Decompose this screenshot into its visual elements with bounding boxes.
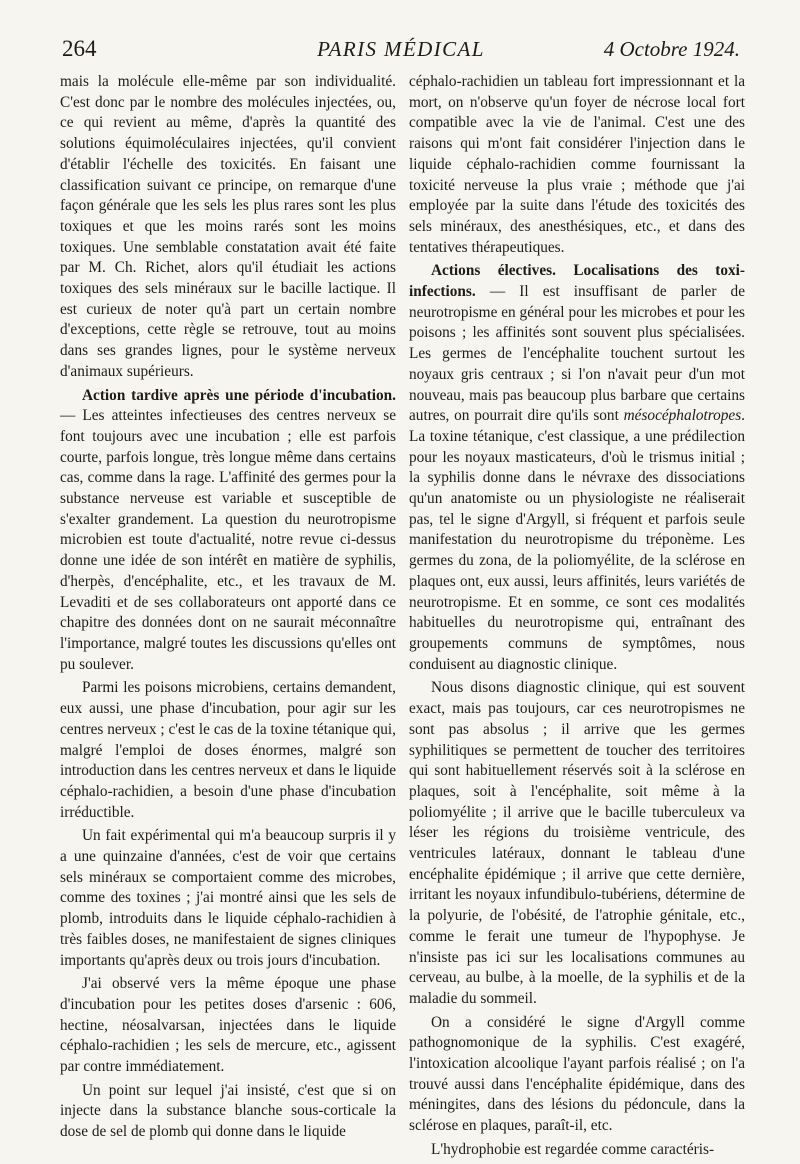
paragraph: L'hydrophobie est regardée comme caractéris- [431,1140,715,1158]
paragraph: J'ai observé vers la même époque une phase d'incubation pour les petites doses d'arsenic : 606, hectine, néosalvarsan, injectées dans le liquide céphalo-rachidien ; les sels de mercure, etc., agissent par contre immédiatement. [60,975,396,1076]
paragraph: Un fait expérimental qui m'a beaucoup surpris il y a une quinzaine d'années, c'est de voir que certains sels minéraux se comportaient comme des microbes, comme des toxines ; j'ai montré ainsi que les sels de plomb, introduits dans le liquide céphalo-rachidien à très faibles doses, ne manifestaient de signes cliniques importants qu'après deux ou trois jours d'incubation. [60,827,396,969]
section-heading: Action tardive après une période d'incubation. [82,386,396,404]
left-column [60,72,396,1146]
paragraph: Parmi les poisons microbiens, certains demandent, eux aussi, une phase d'incubation, pour agir sur les centres nerveux ; c'est le cas de la toxine tétanique qui, malgré l'emploi de doses énormes, malgré son introduction dans les centres nerveux et dans le liquide céphalo-rachidien, a besoin d'une phase d'incubation irréductible. [60,679,396,821]
issue-date: 4 Octobre 1924. [603,37,740,61]
paragraph [60,386,396,676]
journal-title: PARIS MÉDICAL [317,37,485,61]
page-number: 264 [62,36,97,61]
page-header [62,36,740,70]
paragraph [409,261,745,675]
paragraph-text: — Il est insuffisant de parler de neurotropisme en général pour les microbes et pour les poisons ; les affinités sont souvent plus spécialisées. Les germes de l'encéphalite touchent surtout les noyaux gris centraux ; si l'on n'avait peur d'un mot nouveau, mais pas beaucoup plus barbare que certains autres, on pourrait dire qu'ils sont [409,283,745,425]
section-heading: Actions électives. Localisations des toxi-infections. [409,262,745,301]
paragraph-text: . La toxine tétanique, c'est classique, a une prédilection pour les noyaux masticateurs, d'où le trismus initial ; la syphilis donne dans le névraxe des dissociations qu'un anatomiste ou un physiologiste ne réaliserait pas, tel le signe d'Argyll, si fréquent et parfois seule manifestation du neurotropisme du tréponème. Les germes du zona, de la poliomyélite, de la sclérose en plaques ont, eux aussi, leurs affinités, leurs variétés de neurotropisme. Et en somme, ce sont ces modalités habituelles du neurotropisme qui, entraînant des groupements communs de symptômes, nous conduisent au diagnostic clinique. [409,407,745,673]
paragraph: Un point sur lequel j'ai insisté, c'est que si on injecte dans la substance blanche sous-corticale la dose de sel de plomb qui donne dans le liquide [60,1081,396,1141]
paragraph: mais la molécule elle-même par son individualité. C'est donc par le nombre des molécules injectées, ou, ce qui revient au même, d'après la quantité des solutions équimoléculaires injectées, qu'il convient d'établir l'échelle des toxicités. En faisant une classification suivant ce principe, on remarque d'une façon générale que les sels les plus rares sont les plus toxiques et que les moins rarés sont les moins toxiques. Une semblable constatation avait été faite par M. Ch. Richet, alors qu'il étudiait les actions toxiques des sels minéraux sur le bacille lactique. Il est curieux de noter qu'à part un certain nombre d'exceptions, cette règle se retrouve, tout au moins dans ses grandes lignes, pour le système nerveux d'animaux supérieurs. [60,73,396,380]
paragraph: On a considéré le signe d'Argyll comme pathognomonique de la syphilis. C'est exagéré, l'intoxication alcoolique l'ayant parfois réalisé ; on l'a trouvé aussi dans l'encéphalite épidémique, dans des méningites, dans des lésions du pédoncule, dans la sclérose en plaques, paraît-il, etc. [409,1013,745,1135]
right-column [409,72,745,1164]
paragraph-text: — Les atteintes infectieuses des centres nerveux se font toujours avec une incubation ; elle est parfois courte, parfois longue, très longue même dans certains cas, comme dans la rage. L'affinité des germes pour la substance nerveuse est variable et susceptible de s'exalter grandement. La question du neurotropisme microbien est toute d'actualité, notre revue ci-dessus donne une idée de son intérêt en matière de syphilis, d'herpès, d'encéphalite, etc., et les travaux de M. Levaditi et de ses collaborateurs ont apporté dans ce chapitre des données dont on ne saurait méconnaître l'importance, malgré toutes les discussions qu'elles ont pu soulever. [60,407,396,673]
paragraph: Nous disons diagnostic clinique, qui est souvent exact, mais pas toujours, car ces neurotropismes ne sont pas absolus ; il arrive que les germes syphilitiques se permettent de toucher des territoires qui sont habituellement réservés soit à la sclérose en plaques, soit à l'encéphalite, soit même à la poliomyélite ; il arrive que le bacille tuberculeux va léser les régions du troisième ventricule, des ventricules latéraux, donnant le tableau d'une encéphalite épidémique ; il arrive que cette dernière, irritant les noyaux infundibulo-tubériens, détermine de la polyurie, de l'obésité, de l'atrophie génitale, etc., comme le ferait une tumeur de l'hypophyse. Je n'insiste pas ici sur les localisations communes au cerveau, au bulbe, à la moelle, de la syphilis et de la maladie du sommeil. [409,679,745,1007]
italic-term: mésocéphalotropes [623,407,742,425]
paragraph: céphalo-rachidien un tableau fort impressionnant et la mort, on n'observe qu'un foyer de nécrose local fort compatible avec la vie de l'animal. C'est une des raisons qui m'ont fait considérer l'injection dans le liquide céphalo-rachidien comme fournissant la toxicité nerveuse la plus vraie ; méthode que j'ai employée par la suite dans l'étude des toxicités des sels minéraux, des anesthésiques, etc., et dans des tentatives thérapeutiques. [409,73,745,256]
